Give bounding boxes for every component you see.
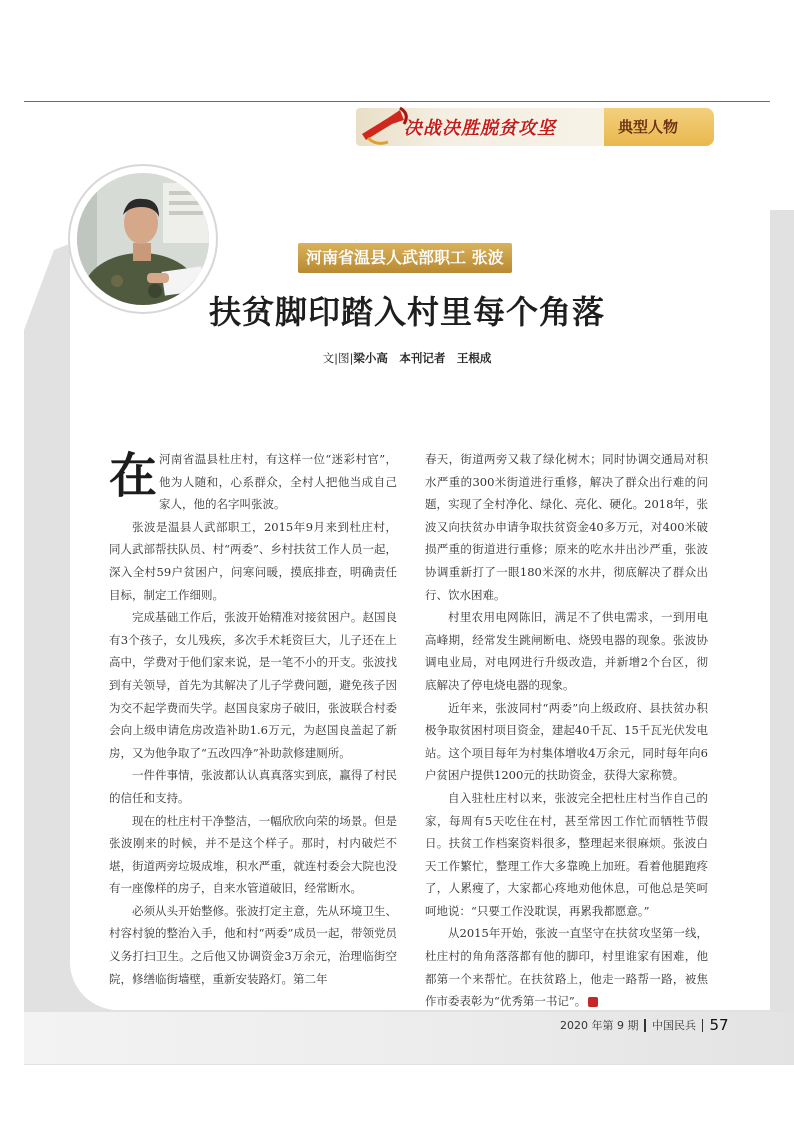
- magazine-name: 中国民兵: [651, 1019, 696, 1032]
- byline-authors: 梁小高 本刊记者 王根成: [353, 351, 492, 365]
- paragraph: 河南省温县杜庄村，有这样一位“迷彩村官”，他为人随和，心系群众，全村人把他当成自己家人，他的名字叫张波。: [159, 452, 397, 512]
- article-column-right: [425, 448, 708, 1013]
- page-number: 57: [709, 1016, 729, 1034]
- article-column-left: [109, 448, 397, 990]
- end-mark-icon: [588, 997, 598, 1007]
- paragraph: 村里农用电网陈旧，满足不了供电需求，一到用电高峰期，经常发生跳闸断电、烧毁电器的现象。张波协调电业局，对电网进行升级改造，并新增2个台区，彻底解决了停电烧电器的现象。: [425, 610, 708, 692]
- paragraph: 现在的杜庄村干净整洁，一幅欣欣向荣的场景。但是张波刚来的时候，并不是这个样子。那时，村内破烂不堪，街道两旁垃圾成堆，积水严重，就连村委会大院也没有一座像样的房子，自来水管道破旧，经常断水。: [109, 813, 397, 896]
- footer-divider: [644, 1019, 646, 1032]
- byline-label: 文|图|: [322, 351, 354, 365]
- footer-divider: [702, 1019, 704, 1032]
- section-tab: [604, 108, 714, 146]
- section-label: 典型人物: [618, 118, 679, 136]
- paragraph: 一件件事情，张波都认认真真落实到底，赢得了村民的信任和支持。: [109, 768, 397, 805]
- bugle-icon: [358, 104, 410, 148]
- top-rule: [24, 101, 770, 102]
- section-banner: [356, 104, 716, 148]
- article-title: 扶贫脚印踏入村里每个角落: [208, 293, 605, 331]
- paragraph: 春天，街道两旁又栽了绿化树木；同时协调交通局对积水严重的300米街道进行重修，解决了群众出行难的问题，实现了全村净化、绿化、亮化、硬化。2018年，张波又向扶贫办申请争取扶贫资金40多万元，对400米破损严重的街道进行重修；原来的吃水井出沙严重，张波协调重新打了一眼180米深的水井，彻底解决了群众出行、饮水困难。: [425, 452, 708, 602]
- paragraph: 必须从头开始整修。张波打定主意，先从环境卫生、村容村貌的整治入手，他和村“两委”成员一起，带领党员义务打扫卫生。之后他又协调资金3万余元，治理临街空院，修缮临街墙壁，重新安装路灯。第二年: [109, 903, 397, 986]
- paragraph: 自入驻杜庄村以来，张波完全把杜庄村当作自己的家，每周有5天吃住在村，甚至常因工作忙而牺牲节假日。扶贫工作档案资料很多，整理起来很麻烦。张波白天工作繁忙，整理工作大多靠晚上加班。看着他腿跑疼了，人累瘦了，大家都心疼地劝他休息，可他总是笑呵呵地说：“只要工作没耽误，再累我都愿意。”: [425, 790, 708, 918]
- paragraph-text: 从2015年开始，张波一直坚守在扶贫攻坚第一线，杜庄村的角角落落都有他的脚印，村里谁家有困难，他都第一个来帮忙。在扶贫路上，他走一路帮一路，被焦作市委表彰为“优秀第一书记”。: [425, 926, 708, 1009]
- paragraph: 张波是温县人武部职工，2015年9月来到杜庄村，同人武部帮扶队员、村“两委”、乡村扶贫工作人员一起，深入全村59户贫困户，问寒问暖，摸底排查，明确责任目标，制定工作细则。: [109, 519, 397, 602]
- article-subtitle: 河南省温县人武部职工 张波: [298, 243, 512, 273]
- paragraph: 完成基础工作后，张波开始精准对接贫困户。赵国良有3个孩子，女儿残疾，多次手术耗资巨大，儿子还在上高中，学费对于他们家来说，是一笔不小的开支。张波找到有关领导，首先为其解决了儿子学费问题，避免孩子因为交不起学费而失学。赵国良家房子破旧，张波联合村委会向上级申请危房改造补助1.6万元，为赵国良盖起了新房，又为他争取了“五改四净”补助款修建厕所。: [109, 610, 397, 760]
- banner-title: 决战决胜脱贫攻坚: [404, 118, 556, 139]
- byline: [60, 350, 754, 366]
- paragraph: 近年来，张波同村“两委”向上级政府、县扶贫办积极争取贫困村项目资金，建起40千瓦、15千瓦光伏发电站。这个项目每年为村集体增收4万余元，同时每年向6户贫困户提供1200元的扶助资金，获得大家称赞。: [425, 700, 708, 783]
- issue-number: 2020 年第 9 期: [560, 1019, 639, 1032]
- person-photo-icon: [77, 173, 209, 305]
- drop-cap: 在: [109, 448, 158, 504]
- portrait-photo: [77, 173, 209, 305]
- page-footer: [560, 1015, 729, 1035]
- paragraph-last: [425, 922, 708, 1012]
